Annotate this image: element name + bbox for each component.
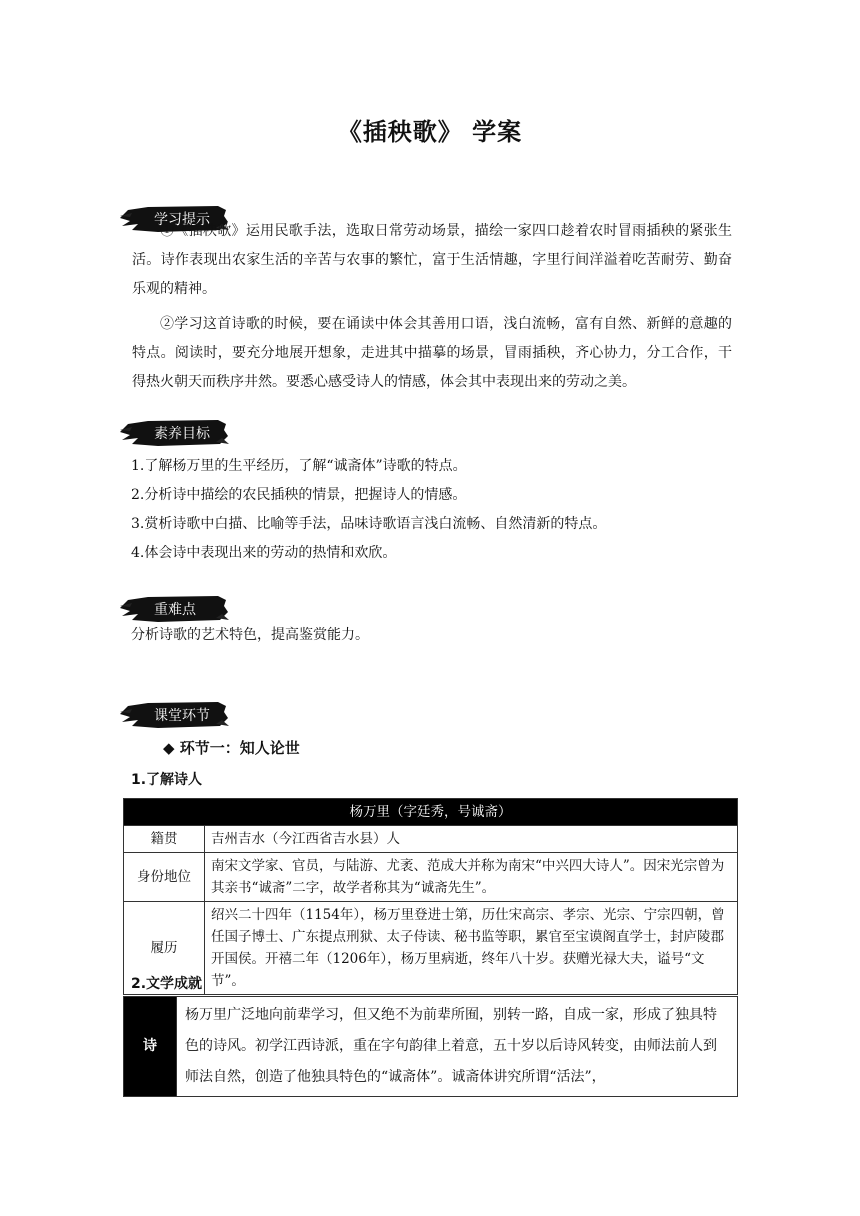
table-header: 杨万里（字廷秀，号诚斋） bbox=[124, 799, 738, 826]
section-label: 素养目标 bbox=[154, 426, 210, 442]
step-heading: ◆ 环节一：知人论世 bbox=[163, 739, 300, 757]
tips-paragraph-1: ①《插秧歌》运用民歌手法，选取日常劳动场景，描绘一家四口趁着农时冒雨插秧的紧张生活。诗作表现出农家生活的辛苦与农事的繁忙，富于生活情趣，字里行间洋溢着吃苦耐劳、勤奋乐观的精神。 bbox=[132, 223, 732, 297]
poet-info-table bbox=[123, 798, 738, 995]
section-label: 重难点 bbox=[154, 602, 196, 618]
row-label: 籍贯 bbox=[124, 826, 205, 853]
table-row bbox=[124, 902, 738, 995]
key-point-text: 分析诗歌的艺术特色，提高鉴赏能力。 bbox=[131, 627, 369, 643]
literature-table bbox=[123, 996, 738, 1097]
row-label: 身份地位 bbox=[124, 853, 205, 902]
row-label: 履历 bbox=[124, 902, 205, 995]
section-label: 学习提示 bbox=[154, 212, 210, 228]
row-value: 绍兴二十四年（1154年），杨万里登进士第，历仕宋高宗、孝宗、光宗、宁宗四朝，曾任国子博士、广东提点刑狱、太子侍读、秘书监等职，累官至宝谟阁直学士，封庐陵郡开国侯。开禧二年（1206年），杨万里病逝，终年八十岁。获赠光禄大夫，谥号“文节”。 bbox=[205, 902, 738, 995]
row-label: 诗 bbox=[124, 997, 177, 1097]
goal-item: 3.赏析诗歌中白描、比喻等手法，品味诗歌语言浅白流畅、自然清新的特点。 bbox=[131, 516, 607, 532]
sub-heading-literature: 2.文学成就 bbox=[131, 976, 203, 992]
table-row bbox=[124, 853, 738, 902]
section-banner-class bbox=[118, 700, 230, 730]
row-value: 南宋文学家、官员，与陆游、尤袤、范成大并称为南宋“中兴四大诗人”。因宋光宗曾为其亲书“诚斋”二字，故学者称其为“诚斋先生”。 bbox=[205, 853, 738, 902]
row-value: 杨万里广泛地向前辈学习，但又绝不为前辈所囿，别转一路，自成一家，形成了独具特色的诗风。初学江西诗派，重在字句韵律上着意，五十岁以后诗风转变，由师法前人到师法自然，创造了他独具特色的“诚斋体”。诚斋体讲究所谓“活法”， bbox=[177, 997, 738, 1097]
row-value: 吉州吉水（今江西省吉水县）人 bbox=[205, 826, 738, 853]
section-banner-goals bbox=[118, 418, 230, 448]
table-row bbox=[124, 997, 738, 1097]
goal-item: 1.了解杨万里的生平经历，了解“诚斋体”诗歌的特点。 bbox=[131, 458, 467, 474]
sub-heading-poet: 1.了解诗人 bbox=[131, 772, 203, 788]
tips-paragraph-2: ②学习这首诗歌的时候，要在诵读中体会其善用口语，浅白流畅，富有自然、新鲜的意趣的特点。阅读时，要充分地展开想象，走进其中描摹的场景，冒雨插秧，齐心协力，分工合作，干得热火朝天而秩序井然。要悉心感受诗人的情感，体会其中表现出来的劳动之美。 bbox=[132, 316, 732, 390]
page-title: 《插秧歌》 学案 bbox=[337, 118, 523, 146]
section-label: 课堂环节 bbox=[154, 708, 210, 724]
table-row bbox=[124, 826, 738, 853]
goal-item: 4.体会诗中表现出来的劳动的热情和欢欣。 bbox=[131, 545, 397, 561]
goal-item: 2.分析诗中描绘的农民插秧的情景，把握诗人的情感。 bbox=[131, 487, 467, 503]
section-banner-key bbox=[118, 594, 230, 624]
